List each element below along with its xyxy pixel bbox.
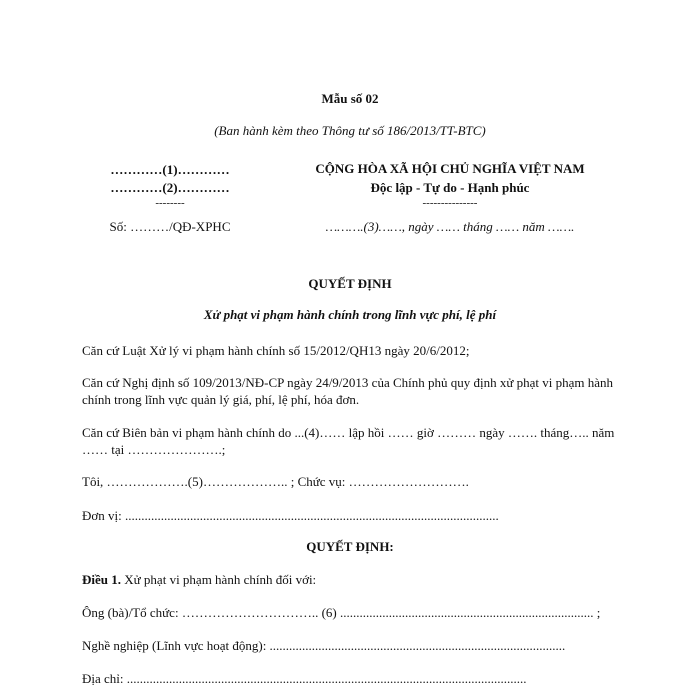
right-separator: --------------- (422, 197, 478, 209)
national-motto: Độc lập - Tự do - Hạnh phúc (370, 180, 530, 195)
place-date-line: ……….(3)……, ngày …… tháng …… năm ……. (325, 219, 575, 234)
issued-note: (Ban hành kèm theo Thông tư số 186/2013/TT-BTC) (214, 123, 486, 138)
document-number: Số: ………/QĐ-XPHC (109, 219, 231, 234)
agency-line-2: …………(2)………… (110, 180, 230, 195)
address-field: Địa chỉ: ........................................................................................................................... (82, 671, 527, 686)
unit-line: Đơn vị: ................................................................................................................... (82, 508, 499, 523)
agency-line-1: …………(1)………… (110, 162, 230, 177)
country-name: CỘNG HÒA XÃ HỘI CHỦ NGHĨA VIỆT NAM (315, 161, 585, 176)
article-1 (82, 571, 622, 588)
document-subtitle: Xử phạt vi phạm hành chính trong lĩnh vực phí, lệ phí (203, 307, 497, 322)
occupation-field: Nghề nghiệp (Lĩnh vực hoạt động): ........................................................................................... (82, 638, 566, 653)
officer-line: Tôi, ……………….(5)……………….. ; Chức vụ: ………………………. (82, 474, 469, 489)
decision-heading: QUYẾT ĐỊNH: (306, 539, 394, 554)
legal-basis-record: Căn cứ Biên bản vi phạm hành chính do ...(4)…… lập hồi …… giờ ……… ngày ……. tháng….. năm …… tại ………………….; (82, 425, 615, 457)
form-number: Mẫu số 02 (321, 91, 379, 106)
legal-basis-decree: Căn cứ Nghị định số 109/2013/NĐ-CP ngày 24/9/2013 của Chính phủ quy định xử phạt vi phạm hành chính trong lĩnh vực quản lý giá, phí, lệ phí, hóa đơn. (82, 375, 614, 407)
legal-basis-law: Căn cứ Luật Xử lý vi phạm hành chính số 15/2012/QH13 ngày 20/6/2012; (82, 343, 470, 358)
article-1-text: Xử phạt vi phạm hành chính đối với: (121, 572, 317, 587)
article-1-label: Điều 1. (82, 572, 121, 587)
left-separator: -------- (155, 197, 185, 209)
document-title: QUYẾT ĐỊNH (308, 276, 392, 291)
person-field: Ông (bà)/Tổ chức: ………………………….. (6) .............................................................................. ; (82, 605, 601, 620)
